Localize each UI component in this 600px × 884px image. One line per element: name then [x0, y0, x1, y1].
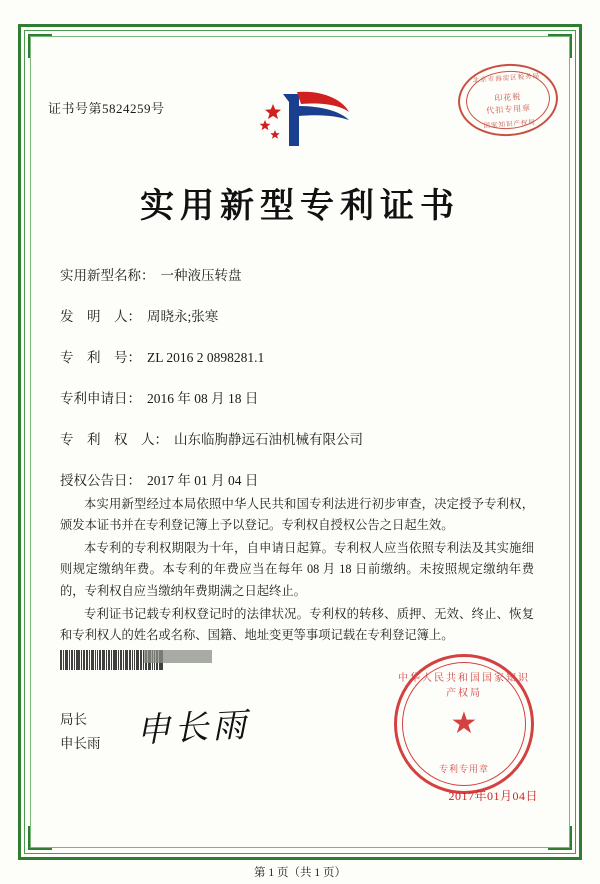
certificate-content [44, 50, 556, 834]
seal-date: 2017年01月04日 [448, 789, 538, 803]
official-seal [394, 654, 534, 794]
tax-stamp-arc-bottom: 国家知识产权局 [483, 119, 537, 130]
barcode-redaction [144, 650, 212, 663]
field-label: 专 利 权 人： [60, 432, 168, 447]
field-grant-announcement-date [60, 469, 540, 489]
field-application-date [60, 387, 540, 407]
field-label: 发 明 人： [60, 309, 141, 324]
field-patentee [60, 428, 540, 448]
page-footer: 第 1 页（共 1 页） [254, 867, 346, 879]
field-list [60, 264, 540, 510]
legal-paragraph-2: 本专利的专利权期限为十年，自申请日起算。专利权人应当依照专利法及其实施细则规定缴纳年费。本专利的年费应当在每年 08 月 18 日前缴纳。未按照规定缴纳年费的，专利权自应当缴纳年费期满之日起终止。 [60, 541, 534, 598]
field-value: ZL 2016 2 0898281.1 [147, 350, 265, 365]
tax-stamp-arc-top: 北京市海淀区税务局 [472, 72, 541, 85]
seal-arc-bottom: 专利专用章 [438, 764, 489, 774]
signature-block [60, 708, 101, 755]
legal-text [60, 494, 534, 648]
field-label: 授权公告日： [60, 473, 141, 488]
field-inventor [60, 305, 540, 325]
field-patent-number [60, 346, 540, 366]
field-value: 山东临朐静远石油机械有限公司 [174, 432, 363, 447]
tax-stamp [456, 61, 561, 140]
field-value: 一种液压转盘 [160, 268, 242, 283]
field-label: 专 利 号： [60, 350, 141, 365]
field-value: 2017 年 01 月 04 日 [147, 473, 259, 488]
tax-stamp-line-1: 印花税 [494, 92, 522, 103]
legal-paragraph-3: 专利证书记载专利权登记时的法律状况。专利权的转移、质押、无效、终止、恢复和专利权人的姓名或名称、国籍、地址变更等事项记载在专利登记簿上。 [60, 606, 534, 642]
seal-arc-top: 中华人民共和国国家知识产权局 [398, 673, 530, 699]
page-title: 实用新型专利证书 [140, 188, 460, 225]
certificate-number: 证书号第5824259号 [48, 101, 165, 116]
field-value: 2016 年 08 月 18 日 [147, 391, 259, 406]
field-label: 实用新型名称： [60, 268, 155, 283]
field-utility-model-name [60, 264, 540, 284]
director-label: 局长 [60, 712, 87, 727]
field-label: 专利申请日： [60, 391, 141, 406]
tax-stamp-line-2: 代扣专用章 [485, 103, 532, 116]
legal-paragraph-1: 本实用新型经过本局依照中华人民共和国专利法进行初步审查，决定授予专利权，颁发本证书并在专利登记簿上予以登记。专利权自授权公告之日起生效。 [60, 497, 534, 533]
handwritten-signature: 申长雨 [135, 707, 252, 750]
patent-office-logo-icon [245, 86, 355, 152]
seal-star-icon: ★ [450, 707, 478, 740]
field-value: 周晓永;张寒 [147, 309, 219, 324]
director-name: 申长雨 [60, 735, 101, 751]
